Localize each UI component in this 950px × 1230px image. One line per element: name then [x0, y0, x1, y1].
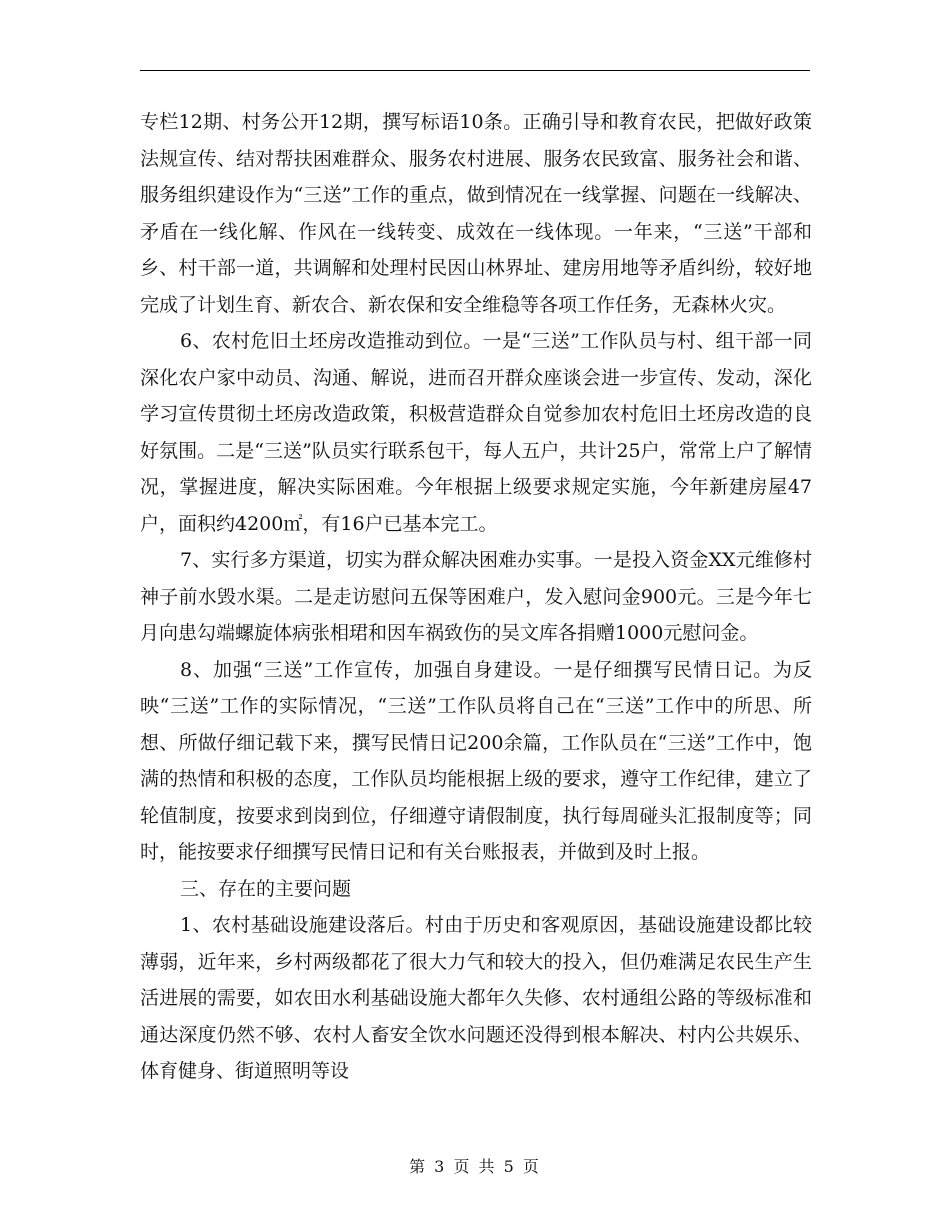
document-body: [140, 104, 812, 1090]
body-paragraph-2: 6、农村危旧土坯房改造推动到位。一是“三送”工作队员与村、组干部一同深化农户家中动员、沟通、解说，进而召开群众座谈会进一步宣传、发动，深化学习宣传贯彻土坯房改造政策，积极营造群众自觉参加农村危旧土坯房改造的良好氛围。二是“三送”队员实行联系包干，每人五户，共计25户，常常上户了解情况，掌握进度，解决实际困难。今年根据上级要求规定实施，今年新建房屋47户，面积约4200㎡，有16户已基本完工。: [140, 330, 812, 535]
body-paragraph-3: 7、实行多方渠道，切实为群众解决困难办实事。一是投入资金XX元维修村神子前水毁水渠。二是走访慰问五保等困难户，发入慰问金900元。三是今年七月向患勾端螺旋体病张相珺和因车祸致伤的吴文库各捐赠1000元慰问金。: [140, 549, 812, 644]
body-paragraph-4: 8、加强“三送”工作宣传，加强自身建设。一是仔细撰写民情日记。为反映“三送”工作的实际情况，“三送”工作队员将自己在“三送”工作中的所思、所想、所做仔细记载下来，撰写民情日记200余篇，工作队员在“三送”工作中，饱满的热情和积极的态度，工作队员均能根据上级的要求，遵守工作纪律，建立了轮值制度，按要求到岗到位，仔细遵守请假制度，执行每周碰头汇报制度等；同时，能按要求仔细撰写民情日记和有关台账报表，并做到及时上报。: [140, 658, 812, 863]
body-paragraph-5: 1、农村基础设施建设落后。村由于历史和客观原因，基础设施建设都比较薄弱，近年来，乡村两级都花了很大力气和较大的投入，但仍难满足农民生产生活进展的需要，如农田水利基础设施大都年久失修、农村通组公路的等级标准和通达深度仍然不够、农村人畜安全饮水问题还没得到根本解决、村内公共娱乐、体育健身、街道照明等设: [140, 914, 812, 1082]
body-paragraph-1: 专栏12期、村务公开12期，撰写标语10条。正确引导和教育农民，把做好政策法规宣传、结对帮扶困难群众、服务农村进展、服务农民致富、服务社会和谐、服务组织建设作为“三送”工作的重点，做到情况在一线掌握、问题在一线解决、矛盾在一线化解、作风在一线转变、成效在一线体现。一年来，“三送”干部和乡、村干部一道，共调解和处理村民因山林界址、建房用地等矛盾纠纷，较好地完成了计划生育、新农合、新农保和安全维稳等各项工作任务，无森林火灾。: [140, 111, 812, 316]
page-footer: 第 3 页 共 5 页: [409, 1157, 541, 1176]
header-rule: [140, 70, 810, 71]
section-heading: 三、存在的主要问题: [180, 877, 352, 900]
